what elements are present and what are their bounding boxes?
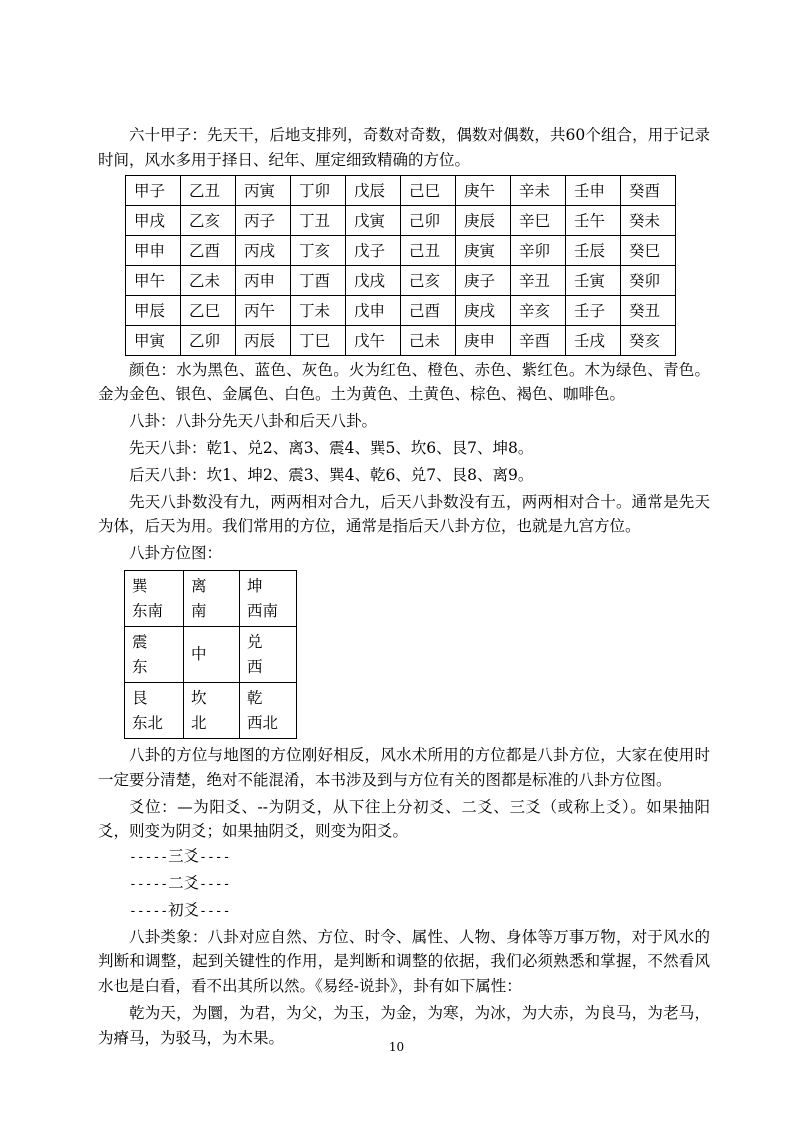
jiazi-cell: 丙戌 xyxy=(236,235,291,265)
bagua-cell xyxy=(184,626,240,682)
page-number: 10 xyxy=(388,1040,405,1054)
jiazi-cell: 辛酉 xyxy=(511,325,566,355)
jiazi-cell: 甲午 xyxy=(126,265,181,295)
jiazi-cell: 庚午 xyxy=(456,175,511,205)
jiazi-cell: 乙未 xyxy=(181,265,236,295)
bagua-cell xyxy=(125,682,184,738)
jiazi-cell: 丁卯 xyxy=(291,175,346,205)
bagua-direction: 东 xyxy=(132,657,148,676)
yao-line-dashes: ---- xyxy=(199,876,231,892)
jiazi-cell: 丙午 xyxy=(236,295,291,325)
jiazi-cell: 戊寅 xyxy=(346,205,401,235)
jiazi-cell: 壬辰 xyxy=(566,235,621,265)
jiazi-cell: 乙酉 xyxy=(181,235,236,265)
yao-line xyxy=(129,898,710,925)
sixty-jiazi-table xyxy=(125,175,676,356)
jiazi-cell: 庚寅 xyxy=(456,235,511,265)
jiazi-cell: 戊子 xyxy=(346,235,401,265)
bagua-cell xyxy=(125,570,184,626)
jiazi-cell: 己丑 xyxy=(401,235,456,265)
jiazi-row xyxy=(126,235,676,265)
bagua-cell xyxy=(184,570,240,626)
bagua-row xyxy=(125,570,297,626)
jiazi-cell: 癸卯 xyxy=(621,265,676,295)
jiazi-cell: 丁未 xyxy=(291,295,346,325)
jiazi-row xyxy=(126,205,676,235)
jiazi-cell: 乙卯 xyxy=(181,325,236,355)
jiazi-cell: 甲辰 xyxy=(126,295,181,325)
jiazi-cell: 己卯 xyxy=(401,205,456,235)
jiazi-cell: 乙丑 xyxy=(181,175,236,205)
jiazi-cell: 丁丑 xyxy=(291,205,346,235)
bagua-gua-name: 巽 xyxy=(132,576,148,595)
bagua-gua-name: 乾 xyxy=(247,688,263,707)
paragraph-houtian-bagua: 后天八卦：坎1、坤2、震3、巽4、乾6、兑7、艮8、离9。 xyxy=(129,465,534,484)
bagua-direction-grid xyxy=(124,570,297,739)
bagua-direction: 东南 xyxy=(132,601,164,620)
jiazi-cell: 庚辰 xyxy=(456,205,511,235)
bagua-gua-name: 兑 xyxy=(247,632,263,651)
yao-line-dashes: ----- xyxy=(129,850,169,866)
bagua-cell xyxy=(184,682,240,738)
bagua-direction: 西南 xyxy=(247,601,279,620)
bagua-gua-name: 坤 xyxy=(247,576,263,595)
yao-line-dashes: ---- xyxy=(199,903,231,919)
jiazi-cell: 甲子 xyxy=(126,175,181,205)
jiazi-cell: 壬申 xyxy=(566,175,621,205)
jiazi-cell: 丁巳 xyxy=(291,325,346,355)
jiazi-cell: 乙巳 xyxy=(181,295,236,325)
jiazi-cell: 丁亥 xyxy=(291,235,346,265)
bagua-gua-name: 艮 xyxy=(132,688,148,707)
jiazi-row xyxy=(126,295,676,325)
jiazi-cell: 己巳 xyxy=(401,175,456,205)
yao-line xyxy=(129,871,710,898)
jiazi-cell: 丙子 xyxy=(236,205,291,235)
jiazi-cell: 辛亥 xyxy=(511,295,566,325)
bagua-cell xyxy=(240,682,297,738)
jiazi-cell: 癸巳 xyxy=(621,235,676,265)
jiazi-cell: 甲寅 xyxy=(126,325,181,355)
jiazi-cell: 戊午 xyxy=(346,325,401,355)
paragraph-qian-attributes: 乾为天，为圜，为君，为父，为玉，为金，为寒，为冰，为大赤，为良马，为老马，为瘠马，为驳马，为木果。 xyxy=(98,1003,710,1047)
jiazi-cell: 辛巳 xyxy=(511,205,566,235)
bagua-direction: 西北 xyxy=(247,713,279,732)
jiazi-cell: 壬子 xyxy=(566,295,621,325)
bagua-gua-name: 坎 xyxy=(191,688,207,707)
bagua-gua-name: 离 xyxy=(191,576,207,595)
jiazi-cell: 己未 xyxy=(401,325,456,355)
jiazi-cell: 戊辰 xyxy=(346,175,401,205)
jiazi-cell: 壬戌 xyxy=(566,325,621,355)
page-content xyxy=(98,123,710,1051)
bagua-direction: 北 xyxy=(191,713,207,732)
jiazi-cell: 乙亥 xyxy=(181,205,236,235)
jiazi-cell: 戊戌 xyxy=(346,265,401,295)
jiazi-cell: 甲戌 xyxy=(126,205,181,235)
jiazi-cell: 辛未 xyxy=(511,175,566,205)
paragraph-xiantian-bagua: 先天八卦：乾1、兑2、离3、震4、巽5、坎6、艮7、坤8。 xyxy=(129,438,534,457)
bagua-gua-name: 震 xyxy=(132,632,148,651)
jiazi-cell: 癸丑 xyxy=(621,295,676,325)
jiazi-cell: 己亥 xyxy=(401,265,456,295)
yao-line xyxy=(129,844,710,871)
bagua-direction: 南 xyxy=(191,601,207,620)
paragraph-bagua-numbers: 先天八卦数没有九，两两相对合九，后天八卦数没有五，两两相对合十。通常是先天为体，后天为用。我们常用的方位，通常是指后天八卦方位，也就是九宫方位。 xyxy=(98,492,710,536)
jiazi-cell: 丙寅 xyxy=(236,175,291,205)
bagua-row xyxy=(125,626,297,682)
bagua-gua-name: 中 xyxy=(191,645,207,664)
jiazi-row xyxy=(126,325,676,355)
yao-line-name: 三爻 xyxy=(168,847,200,866)
paragraph-bagua-diagram-title: 八卦方位图： xyxy=(129,544,223,563)
jiazi-cell: 丙申 xyxy=(236,265,291,295)
jiazi-cell: 庚申 xyxy=(456,325,511,355)
paragraph-colors: 颜色：水为黑色、蓝色、灰色。火为红色、橙色、赤色、紫红色。木为绿色、青色。金为金色、银色、金属色、白色。土为黄色、土黄色、棕色、褐色、咖啡色。 xyxy=(98,360,710,404)
jiazi-cell: 丁酉 xyxy=(291,265,346,295)
jiazi-cell: 丙辰 xyxy=(236,325,291,355)
paragraph-bagua-leixiang: 八卦类象：八卦对应自然、方位、时令、属性、人物、身体等万事万物，对于风水的判断和调整，起到关键性的作用，是判断和调整的依据，我们必须熟悉和掌握，不然看风水也是白看，看不出其所以然。《易经-说卦》，卦有如下属性： xyxy=(98,927,710,996)
yao-lines-diagram xyxy=(98,844,710,924)
bagua-cell xyxy=(125,626,184,682)
paragraph-bagua: 八卦：八卦分先天八卦和后天八卦。 xyxy=(129,412,378,431)
jiazi-cell: 壬午 xyxy=(566,205,621,235)
jiazi-cell: 庚戌 xyxy=(456,295,511,325)
jiazi-cell: 甲申 xyxy=(126,235,181,265)
bagua-row xyxy=(125,682,297,738)
bagua-cell xyxy=(240,570,297,626)
bagua-direction: 东北 xyxy=(132,713,164,732)
jiazi-row xyxy=(126,175,676,205)
jiazi-cell: 辛卯 xyxy=(511,235,566,265)
jiazi-cell: 庚子 xyxy=(456,265,511,295)
yao-line-dashes: ----- xyxy=(129,903,169,919)
paragraph-bagua-map-note: 八卦的方位与地图的方位刚好相反，风水术所用的方位都是八卦方位，大家在使用时一定要分清楚，绝对不能混淆，本书涉及到与方位有关的图都是标准的八卦方位图。 xyxy=(98,745,710,789)
jiazi-cell: 癸未 xyxy=(621,205,676,235)
yao-line-name: 二爻 xyxy=(168,873,200,892)
jiazi-cell: 癸亥 xyxy=(621,325,676,355)
bagua-cell xyxy=(240,626,297,682)
jiazi-cell: 戊申 xyxy=(346,295,401,325)
yao-line-dashes: ---- xyxy=(199,850,231,866)
yao-line-dashes: ----- xyxy=(129,876,169,892)
yao-line-name: 初爻 xyxy=(168,900,200,919)
jiazi-cell: 癸酉 xyxy=(621,175,676,205)
jiazi-cell: 壬寅 xyxy=(566,265,621,295)
bagua-direction: 西 xyxy=(247,657,263,676)
paragraph-yao-position: 爻位：—为阳爻、--为阴爻，从下往上分初爻、二爻、三爻（或称上爻）。如果抽阳爻，则变为阴爻；如果抽阴爻，则变为阳爻。 xyxy=(98,797,710,841)
paragraph-jiazi-intro: 六十甲子：先天干，后地支排列，奇数对奇数，偶数对偶数，共60个组合，用于记录时间，风水多用于择日、纪年、厘定细致精确的方位。 xyxy=(98,126,710,169)
jiazi-cell: 辛丑 xyxy=(511,265,566,295)
jiazi-row xyxy=(126,265,676,295)
jiazi-cell: 己酉 xyxy=(401,295,456,325)
